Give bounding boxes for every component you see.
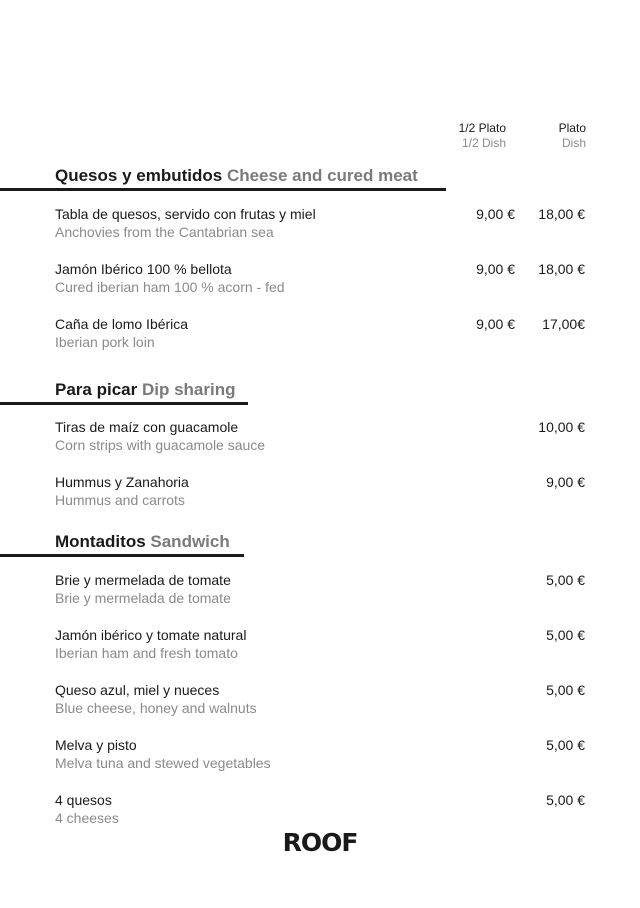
menu-item <box>55 418 587 458</box>
item-description: Cured iberian ham 100 % acorn - fed <box>55 279 285 295</box>
half-dish-column-header <box>459 121 506 151</box>
item-name: Tiras de maíz con guacamole <box>55 419 239 435</box>
half-dish-label-en: 1/2 Dish <box>461 136 506 150</box>
section-divider <box>0 188 446 191</box>
section-title-dip <box>55 380 235 400</box>
menu-item <box>55 791 587 831</box>
menu-item <box>55 260 587 300</box>
full-dish-label-es: Plato <box>558 121 586 135</box>
section-title-es: Montaditos <box>55 532 146 551</box>
full-dish-column-header <box>559 121 586 151</box>
section-title-en: Sandwich <box>150 532 230 551</box>
section-divider <box>0 402 248 405</box>
item-description: Blue cheese, honey and walnuts <box>55 700 257 716</box>
section-title-en: Cheese and cured meat <box>226 166 418 185</box>
item-description: Corn strips with guacamole sauce <box>55 437 266 453</box>
item-price-full: 18,00 € <box>538 206 585 222</box>
menu-item <box>55 315 587 355</box>
item-price-full: 5,00 € <box>546 792 585 808</box>
item-price-full: 9,00 € <box>546 474 585 490</box>
item-name: Hummus y Zanahoria <box>55 474 189 490</box>
item-name: Tabla de quesos, servido con frutas y miel <box>55 206 316 222</box>
item-price-full: 18,00 € <box>538 261 585 277</box>
item-description: Hummus and carrots <box>55 492 185 508</box>
section-title-es: Quesos y embutidos <box>55 166 223 185</box>
roof-logo: ROOF <box>282 828 358 857</box>
item-price-full: 17,00€ <box>542 316 585 332</box>
item-price-half: 9,00 € <box>476 206 515 222</box>
item-description: Melva tuna and stewed vegetables <box>55 755 271 771</box>
item-price-full: 5,00 € <box>546 572 585 588</box>
full-dish-label-en: Dish <box>561 136 586 150</box>
item-description: Anchovies from the Cantabrian sea <box>55 224 274 240</box>
item-description: Iberian ham and fresh tomato <box>55 645 238 661</box>
menu-item <box>55 473 587 513</box>
item-name: Jamón Ibérico 100 % bellota <box>55 261 232 277</box>
item-description: Brie y mermelada de tomate <box>55 590 231 606</box>
section-title-cheese <box>55 166 418 186</box>
section-title-sandwich <box>55 532 230 552</box>
item-name: Melva y pisto <box>55 737 137 753</box>
item-description: 4 cheeses <box>55 810 119 826</box>
item-name: Queso azul, miel y nueces <box>55 682 220 698</box>
section-title-en: Dip sharing <box>141 380 236 399</box>
item-name: Jamón ibérico y tomate natural <box>55 627 247 643</box>
section-title-es: Para picar <box>55 380 138 399</box>
item-name: 4 quesos <box>55 792 112 808</box>
item-price-full: 5,00 € <box>546 737 585 753</box>
item-price-full: 10,00 € <box>538 419 585 435</box>
menu-item <box>55 205 587 245</box>
menu-item <box>55 626 587 666</box>
menu-item <box>55 571 587 611</box>
price-column-headers <box>0 121 640 155</box>
item-price-half: 9,00 € <box>476 261 515 277</box>
half-dish-label-es: 1/2 Plato <box>458 121 506 135</box>
menu-item <box>55 681 587 721</box>
item-price-full: 5,00 € <box>546 682 585 698</box>
menu-item <box>55 736 587 776</box>
section-divider <box>0 554 244 557</box>
item-name: Caña de lomo Ibérica <box>55 316 189 332</box>
item-price-full: 5,00 € <box>546 627 585 643</box>
item-name: Brie y mermelada de tomate <box>55 572 231 588</box>
item-description: Iberian pork loin <box>55 334 155 350</box>
item-price-half: 9,00 € <box>476 316 515 332</box>
